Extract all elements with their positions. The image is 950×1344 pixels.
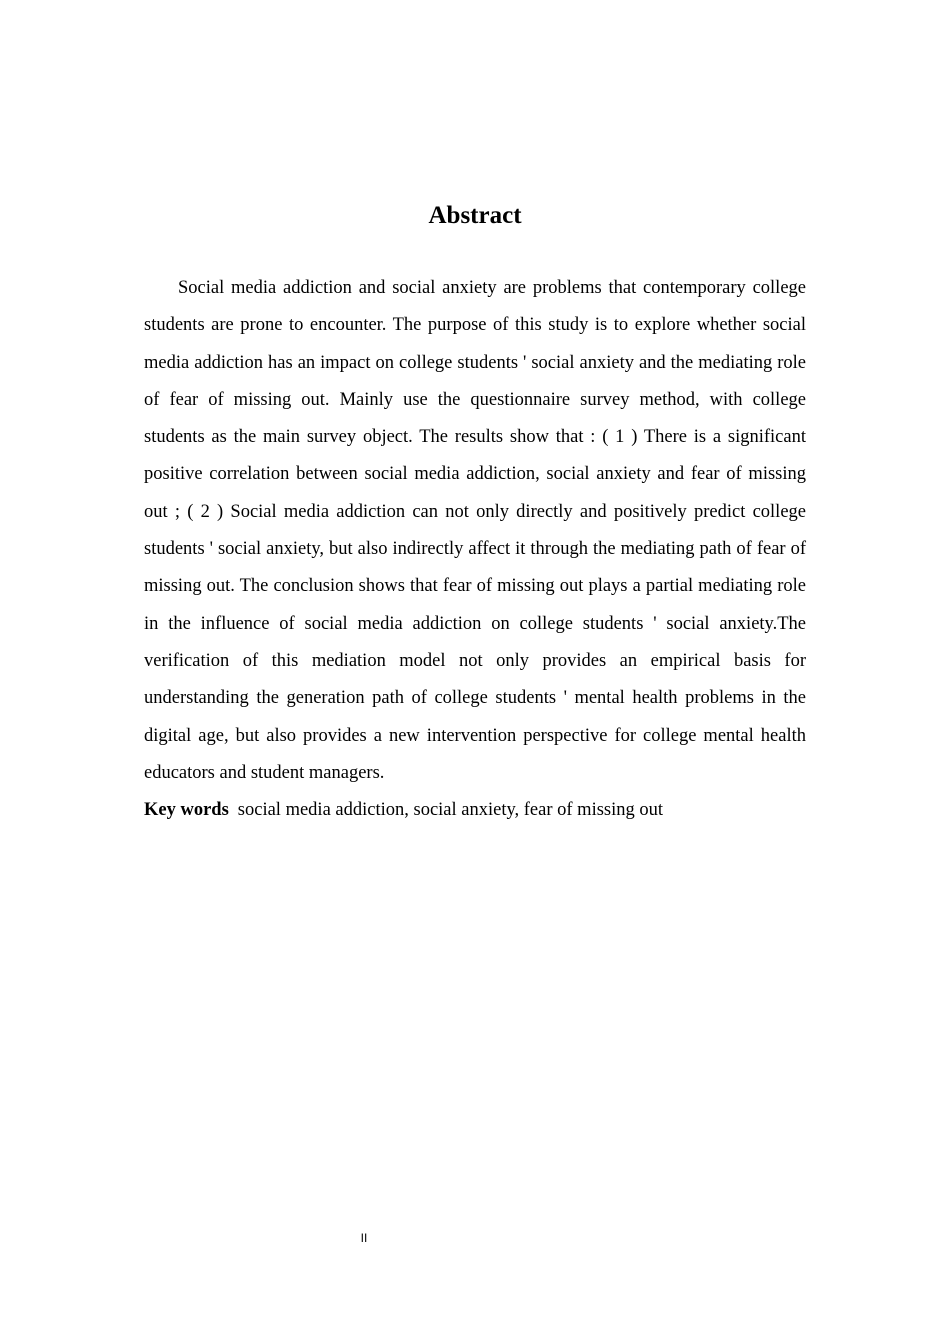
abstract-body: Social media addiction and social anxiety are problems that contemporary college students are prone to encounter. The purpose of this study is to explore whether social media addiction has an impact on college students ' social anxiety and the mediating role of fear of missing out. Mainly use the questionnaire survey method, with college students as the main survey object. The results show that : ( 1 ) There is a significant positive correlation between social media addiction, social anxiety and fear of missing out ; ( 2 ) Social media addiction can not only directly and positively predict college students ' social anxiety, but also indirectly affect it through the mediating path of fear of missing out. The conclusion shows that fear of missing out plays a partial mediating role in the influence of social media addiction on college students ' social anxiety.The verification of this mediation model not only provides an empirical basis for understanding the generation path of college students ' mental health problems in the digital age, but also provides a new intervention perspective for college mental health educators and student managers.: [144, 278, 806, 783]
keywords-label: Key words: [144, 800, 229, 820]
keywords-text: social media addiction, social anxiety, fear of missing out: [237, 800, 664, 820]
abstract-title: Abstract: [428, 202, 522, 229]
keywords-line: [144, 797, 806, 823]
page-number: II: [360, 1231, 368, 1245]
